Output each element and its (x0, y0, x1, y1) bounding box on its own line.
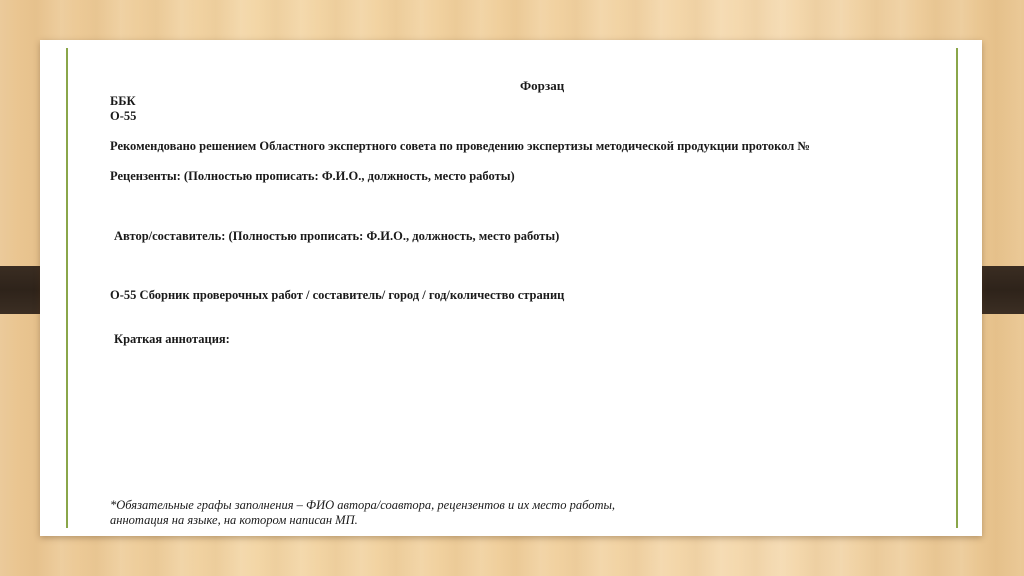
author-field: Автор/составитель: (Полностью прописать: Ф.И.О., должность, место работы) (114, 229, 560, 243)
reviewers-field: Рецензенты: (Полностью прописать: Ф.И.О., должность, место работы) (110, 169, 515, 183)
document-slide (40, 40, 982, 536)
document-title: Форзац (520, 78, 565, 93)
bbk-label: ББК (110, 94, 136, 108)
collection-description: О-55 Сборник проверочных работ / составитель/ город / год/количество страниц (110, 288, 565, 302)
footnote-line-2: аннотация на языке, на котором написан МП. (110, 513, 358, 527)
catalog-code: О-55 (110, 109, 137, 123)
annotation-label: Краткая аннотация: (114, 332, 230, 346)
document-content (40, 40, 982, 536)
recommendation-text: Рекомендовано решением Областного экспертного совета по проведению экспертизы методической продукции протокол № (110, 139, 810, 153)
footnote-line-1: *Обязательные графы заполнения – ФИО автора/соавтора, рецензентов и их место работы, (110, 498, 616, 512)
